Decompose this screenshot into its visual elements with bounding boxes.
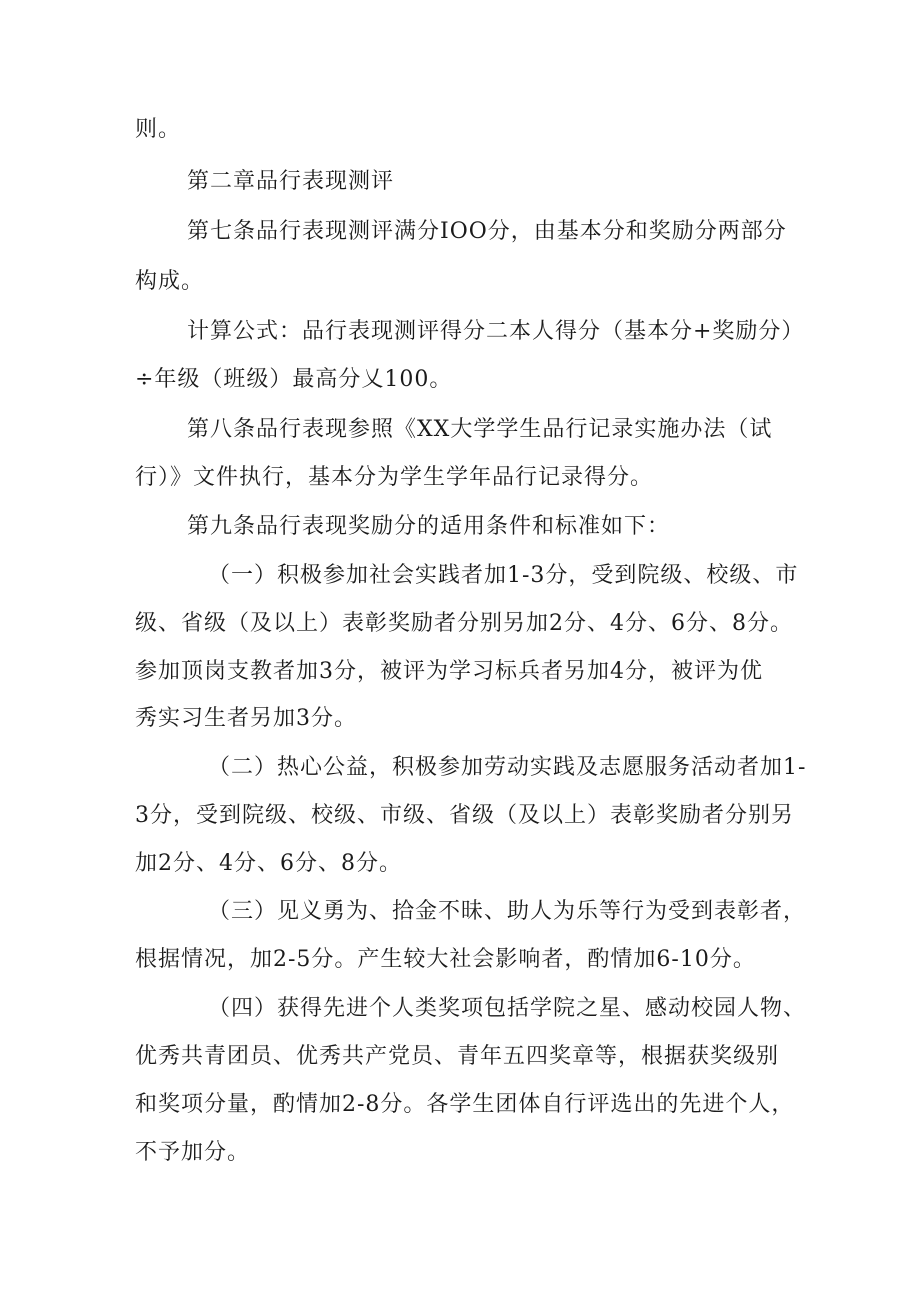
text-line: 第八条品行表现参照《XX大学学生品行记录实施办法（试 — [187, 417, 773, 442]
text-line: 加2分、4分、6分、8分。 — [135, 851, 402, 876]
text-line: 构成。 — [135, 269, 205, 294]
text-line: 第九条品行表现奖励分的适用条件和标准如下： — [187, 514, 671, 539]
text-line: 优秀共青团员、优秀共产党员、青年五四奖章等，根据获奖级别 — [135, 1044, 780, 1069]
text-line: 计算公式：品行表现测评得分二本人得分（基本分+奖励分） — [187, 319, 805, 344]
text-line: （一）积极参加社会实践者加1-3分，受到院级、校级、市 — [208, 563, 799, 588]
text-line: 根据情况，加2-5分。产生较大社会影响者，酌情加6-10分。 — [135, 947, 756, 972]
text-line: （四）获得先进个人类奖项包括学院之星、感动校园人物、 — [208, 996, 807, 1021]
text-line: 级、省级（及以上）表彰奖励者分别另加2分、4分、6分、8分。 — [135, 611, 793, 636]
text-line: 参加顶岗支教者加3分，被评为学习标兵者另加4分，被评为优 — [135, 659, 763, 684]
text-line: ÷年级（班级）最高分乂100。 — [135, 367, 453, 392]
text-line: （二）热心公益，积极参加劳动实践及志愿服务活动者加1- — [208, 755, 807, 780]
chapter-heading: 第二章品行表现测评 — [187, 169, 395, 194]
text-line: （三）见义勇为、拾金不昧、助人为乐等行为受到表彰者， — [208, 899, 807, 924]
text-line: 则。 — [135, 117, 182, 142]
text-line: 秀实习生者另加3分。 — [135, 706, 357, 731]
text-line: 和奖项分量，酌情加2-8分。各学生团体自行评选出的先进个人， — [135, 1092, 795, 1117]
text-line: 不予加分。 — [135, 1140, 251, 1165]
text-line: 行）》文件执行，基本分为学生学年品行记录得分。 — [135, 465, 654, 490]
text-line: 3分，受到院级、校级、市级、省级（及以上）表彰奖励者分别另 — [135, 803, 794, 828]
text-line: 第七条品行表现测评满分IOO分，由基本分和奖励分两部分 — [187, 219, 787, 244]
